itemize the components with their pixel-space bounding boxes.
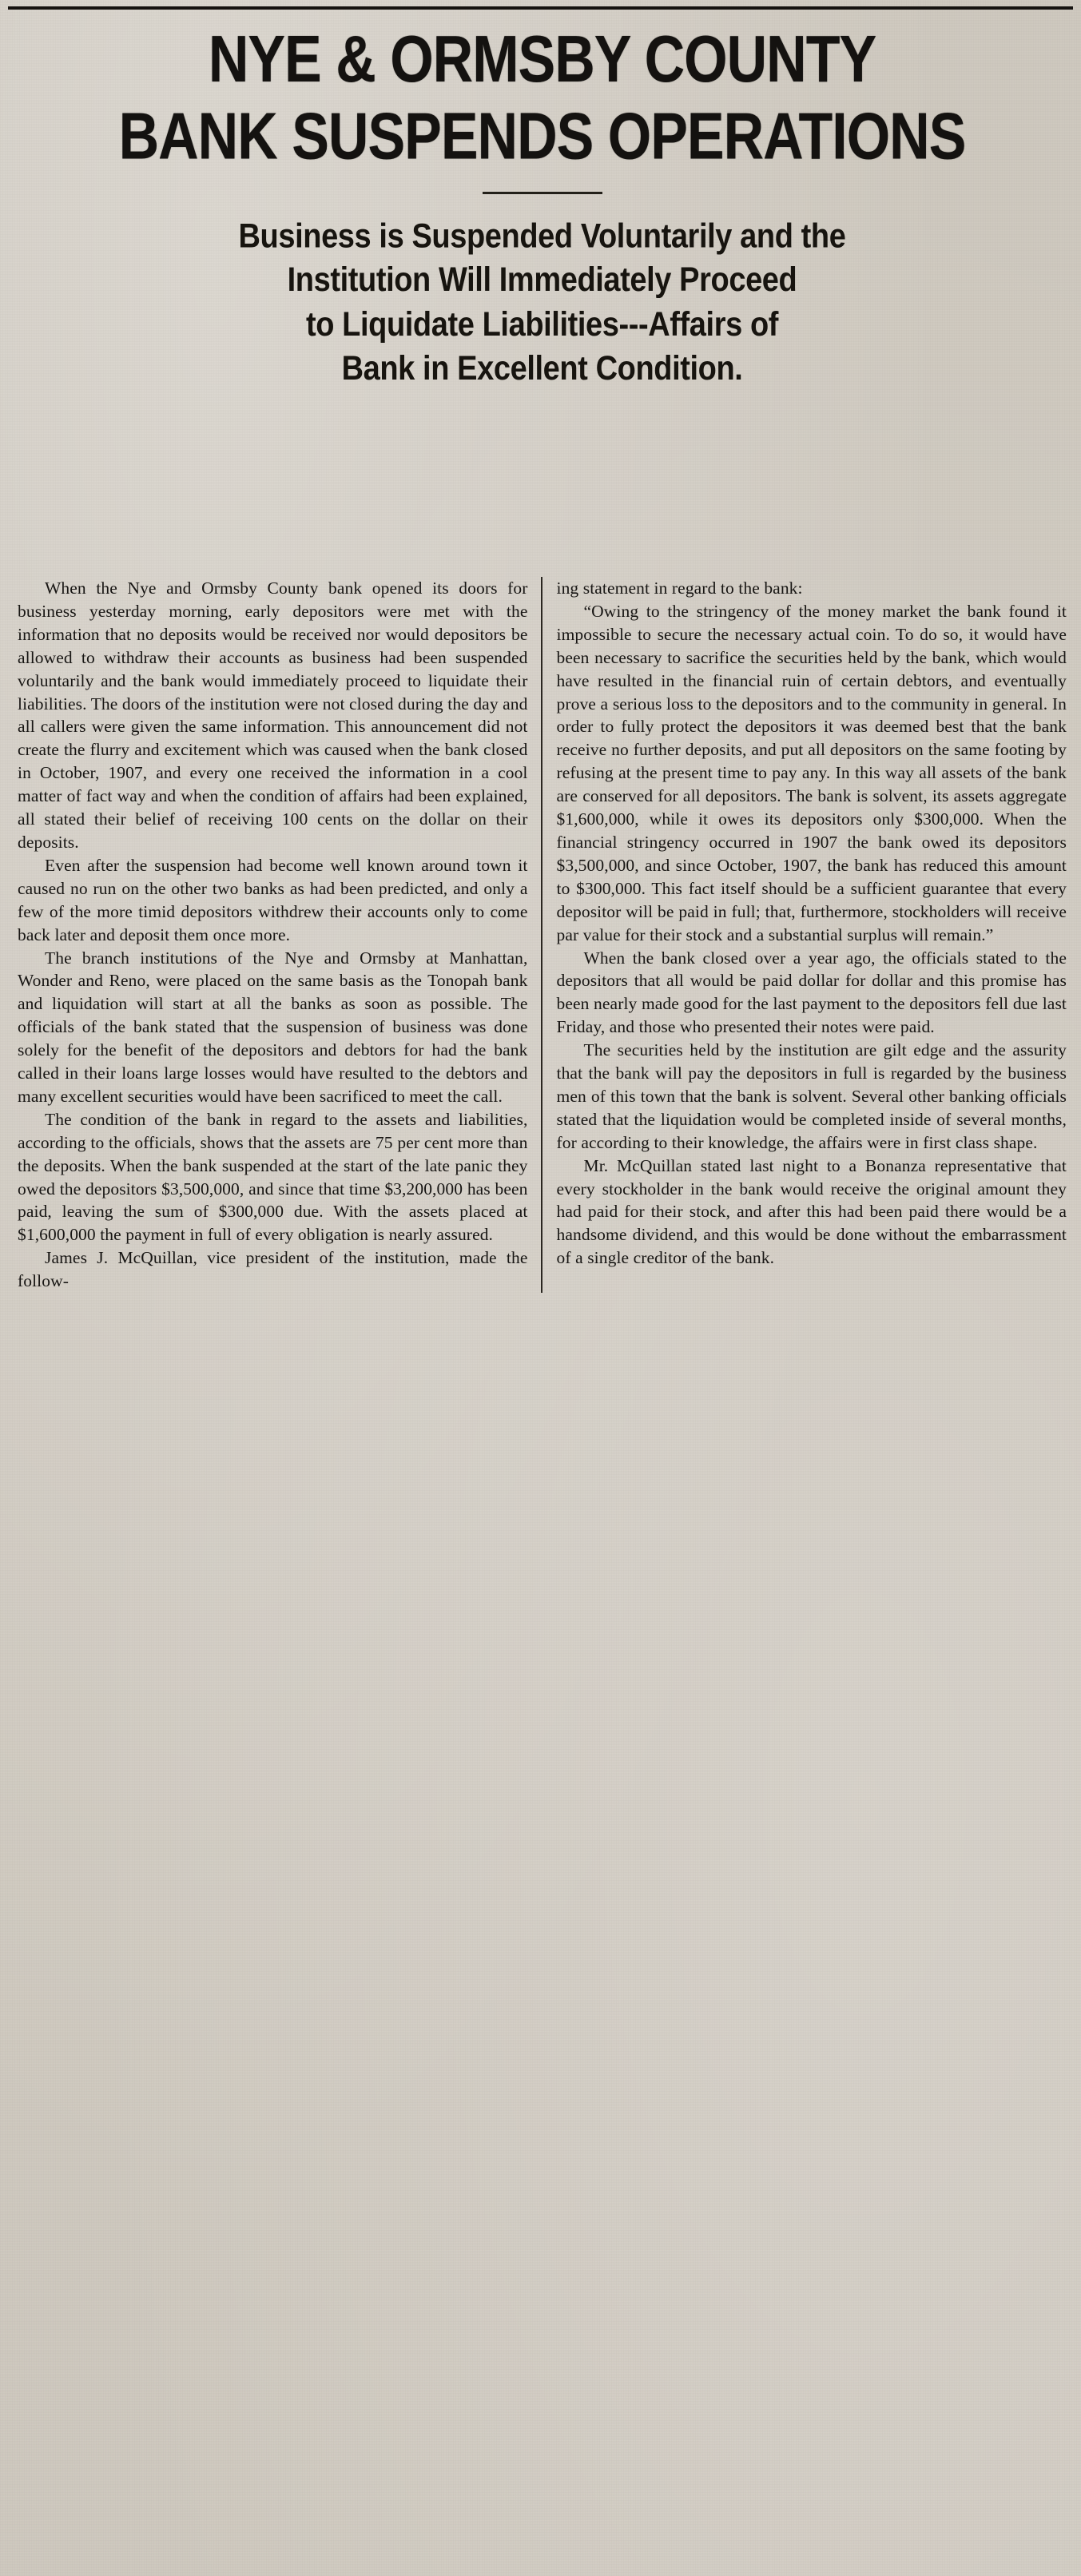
headline-divider [483,192,602,194]
paragraph: James J. McQuillan, vice president of the institution, made the follow- [18,1248,528,1291]
column-left [18,577,542,1293]
article-headline [18,24,1067,172]
paragraph: The securities held by the institution are gilt edge and the assurity that the bank will pay the depositors in full is regarded by the business men of this town that the bank is solvent. Several other banking officials stated that the liquidation would be completed inside of several months, for according to their knowledge, the affairs were in first class shape. [556,1040,1067,1152]
deck-line-3: to Liquidate Liabilities---Affairs of [305,306,779,344]
paragraph: Even after the suspension had become well known around town it caused no run on the other two banks as had been predicted, and only a few of the more timid depositors withdrew their accounts only to come back later and deposit them once more. [18,855,528,944]
paragraph-continuation: ing statement in regard to the bank: [556,578,803,598]
article-body [18,18,1067,2576]
paragraph: When the bank closed over a year ago, the officials stated to the depositors that all would be paid dollar for dollar and this promise has been nearly made good for the last payment to the depositors fell due last Friday, and those who presented their notes were paid. [556,948,1067,1037]
paragraph-quote: “Owing to the stringency of the money market the bank found it impossible to secure the necessary actual coin. To do so, it would have been necessary to sacrifice the securities held by the bank, which would have resulted in the financial ruin of certain debtors, and eventually prove a serious loss to the depositors and to the community in general. In order to fully protect the depositors it was deemed best that the bank receive no further deposits, and put all depositors on the same footing by refusing at the present time to pay any. In this way all assets of the bank are conserved for all depositors. The bank is solvent, its assets aggregate $1,600,000, while it owes its depositors only $300,000. When the financial stringency occurred in 1907 the bank owed its depositors $3,500,000, and since October, 1907, the bank has reduced this amount to $300,000. This fact itself should be a sufficient guarantee that every depositor will be paid in full; that, furthermore, stockholders will receive par value for their stock and a substantial surplus will remain.” [556,601,1067,944]
top-rule [8,6,1073,10]
paragraph: When the Nye and Ormsby County bank opened its doors for business yesterday morning, early depositors were met with the information that no deposits would be received nor would depositors be allowed to withdraw their accounts as business had been suspended voluntarily and the bank would immediately proceed to liquidate their liabilities. The doors of the institution were not closed during the day and all callers were given the same information. This announcement did not create the flurry and excitement which was caused when the bank closed in October, 1907, and every one received the information in a cool matter of fact way and when the condition of affairs had been explained, all stated their belief of receiving 100 cents on the dollar on their deposits. [18,578,528,852]
deck-line-1: Business is Suspended Voluntarily and the [238,217,846,256]
paragraph: The branch institutions of the Nye and Ormsby at Manhattan, Wonder and Reno, were placed on the same basis as the Tonopah bank and liquidation will start at all the banks as soon as possible. The officials of the bank stated that the suspension of business was done solely for the benefit of the depositors and debtors for had the bank called in their loans large losses would have resulted to the debtors and many excellent securities would have been sacrificed to meet the call. [18,948,528,1106]
paragraph: Mr. McQuillan stated last night to a Bonanza representative that every stockholder in the bank would receive the original amount they had paid for their stock, and after this had been paid there would be a handsome dividend, and this would be done without the embarrassment of a single creditor of the bank. [556,1155,1067,1268]
paragraph: The condition of the bank in regard to the assets and liabilities, according to the officials, shows that the assets are 75 per cent more than the deposits. When the bank suspended at the start of the late panic they owed the depositors $3,500,000, and since that time $3,200,000 has been paid, leaving the sum of $300,000 due. With the assets placed at $1,600,000 the payment in full of every obligation is nearly assured. [18,1109,528,1245]
headline-line-1: NYE & ORMSBY COUNTY [208,22,876,96]
article-deck [18,215,1067,392]
deck-line-2: Institution Will Immediately Proceed [287,262,797,300]
column-right [542,577,1067,1293]
headline-line-2: BANK SUSPENDS OPERATIONS [118,99,966,173]
deck-line-4: Bank in Excellent Condition. [341,350,743,388]
article-columns [18,577,1067,1293]
